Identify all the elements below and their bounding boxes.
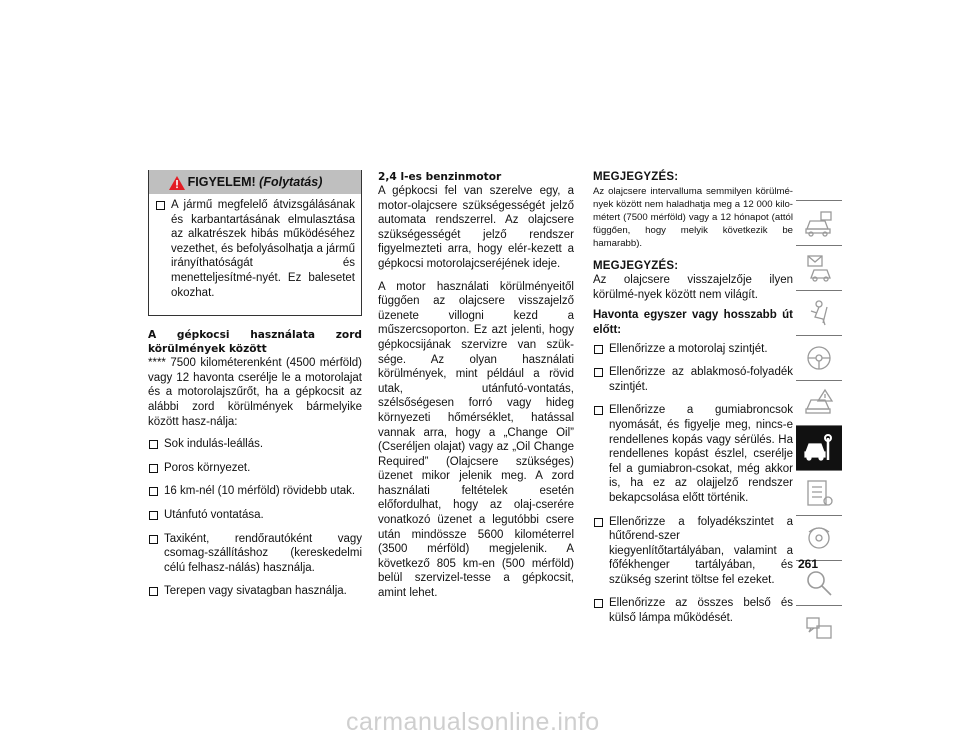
left-column [148, 170, 362, 608]
seat-safety-icon [803, 297, 835, 329]
tab-tech-specs[interactable] [796, 470, 842, 515]
checkbox-icon [594, 368, 603, 377]
checkbox-icon [149, 511, 158, 520]
checkbox-icon [594, 599, 603, 608]
mail-icon [803, 252, 835, 284]
search-icon [803, 567, 835, 599]
list-item: Sok indulás-leállás. [148, 437, 362, 452]
car-info-icon [803, 207, 835, 239]
engine-heading: 2,4 l-es benzinmotor [378, 171, 502, 183]
list-item: Terepen vagy sivatagban használja. [148, 584, 362, 599]
checkbox-icon [594, 345, 603, 354]
tab-media[interactable] [796, 515, 842, 560]
warning-subtitle: (Folytatás) [259, 175, 323, 189]
section-sidebar [796, 200, 842, 650]
tech-specs-icon [803, 477, 835, 509]
tab-language[interactable] [796, 605, 842, 650]
tab-car-info[interactable] [796, 200, 842, 245]
note-2-text: Az olajcsere visszajelzője ilyen körülmé-nyek között nem világít. [593, 274, 793, 301]
checkbox-icon [149, 487, 158, 496]
monthly-heading: Havonta egyszer vagy hosszabb út előtt: [593, 309, 793, 336]
list-item: Ellenőrizze az összes belső és külső lámpa működését. [593, 596, 793, 625]
warning-header [149, 170, 361, 194]
list-item: Poros környezet. [148, 461, 362, 476]
steering-wheel-icon [803, 342, 835, 374]
list-item: 16 km-nél (10 mérföld) rövidebb utak. [148, 484, 362, 499]
checkbox-icon [156, 201, 165, 210]
tab-car-service[interactable] [796, 425, 842, 470]
list-item: Ellenőrizze a motorolaj szintjét. [593, 342, 793, 357]
checkbox-icon [594, 406, 603, 415]
warning-text: A jármű megfelelő átvizsgálásának és karbantartásának elmulasztása az alkatrészek hibás működéséhez vezethet, és befolyásolhatja a jármű irányíthatóságát és menetteljesítmé-nyét. Ez balesetet okozhat. [171, 199, 355, 299]
warning-title: FIGYELEM! [187, 175, 256, 189]
warning-triangle-icon [169, 174, 185, 198]
list-item: Taxiként, rendőrautóként vagy csomag-szállításhoz (kereskedelmi célú felhasz-nálás) használja. [148, 532, 362, 576]
car-warning-icon [803, 387, 835, 419]
severe-intro: **** 7500 kilométerenként (4500 mérföld) vagy 12 havonta cserélje le a motorolajat és a motorolajszűrőt, ha a gépkocsit az alábbi zord körülmények bármelyike között hasz-nálja: [148, 357, 362, 428]
engine-paragraph-1: A gépkocsi fel van szerelve egy, a motor-olajcsere szükségességét jelző automata rendszerrel. Az olajcsere szükségességét jelző rendszer figyelmezteti arra, hogy elér-kezett a gépkocsi motorolajcseréjének ideje. [378, 185, 574, 270]
tab-steering-wheel[interactable] [796, 335, 842, 380]
list-item: Ellenőrizze az ablakmosó-folyadék szintjét. [593, 365, 793, 394]
tab-seat-safety[interactable] [796, 290, 842, 335]
right-column [593, 170, 793, 635]
car-service-icon [803, 432, 835, 464]
list-item: Ellenőrizze a gumiabroncsok nyomását, és figyelje meg, nincs-e rendellenes kopás vagy sérülés. Ha rendellenes kopást észlel, cserélje fel a gumiabron-csokat, még akkor is, ha ez az olajjelző rendszer bekapcsolása előtt történik. [593, 403, 793, 505]
checkbox-icon [149, 535, 158, 544]
checkbox-icon [149, 440, 158, 449]
list-item: Utánfutó vontatása. [148, 508, 362, 523]
list-item: Ellenőrizze a folyadékszintet a hűtőrend-szer kiegyenlítőtartályában, valamint a főfékhenger tartályában, és szükség szerint töltse fel ezeket. [593, 515, 793, 588]
checkbox-icon [149, 464, 158, 473]
page-number: 261 [797, 557, 819, 571]
language-icon [803, 612, 835, 644]
severe-heading: A gépkocsi használata zord körülmények között [148, 329, 362, 356]
note-1-text: Az olajcsere intervalluma semmilyen körülmé-nyek között nem haladhatja meg a 12 000 kilo-métert (7500 mérföld) vagy a 12 hónapot (attól függően, hogy melyik következik be hamarabb). [593, 185, 793, 249]
note-1-title: MEGJEGYZÉS: [593, 171, 679, 183]
media-icon [803, 522, 835, 554]
middle-column [378, 170, 574, 609]
engine-paragraph-2: A motor használati körülményeitől függően az olajcsere visszajelző üzenete villogni kezd a műszercsoporton. Ez azt jelenti, hogy gépkocsijának szervizre van szük-sége. Az olyan használati körülmények, mint például a rövid utak, utánfutó-vontatás, szélsőségesen forró vagy hideg környezeti hőmérséklet, hatással vannak arra, hogy a „Change Oil” (Cseréljen olajat) vagy az „Oil Change Required” (Olajcsere szükséges) üzenet mikor jelenik meg. A zord használati feltételek esetén előfordulhat, hogy az olaj-cserére vonatkozó üzenet a legutóbbi csere után mindössze 5600 kilométerrel (3500 mérföld) megjelenik. A következő 805 km-en (500 mérföld) belül szervizel-tesse a gépkocsit, amint lehet. [378, 280, 574, 600]
note-2-title: MEGJEGYZÉS: [593, 259, 679, 272]
warning-box [148, 170, 362, 316]
tab-mail[interactable] [796, 245, 842, 290]
checkbox-icon [594, 518, 603, 527]
tab-car-warning[interactable] [796, 380, 842, 425]
warning-item [155, 198, 355, 300]
checkbox-icon [149, 587, 158, 596]
watermark: carmanualsonline.info [346, 708, 600, 736]
